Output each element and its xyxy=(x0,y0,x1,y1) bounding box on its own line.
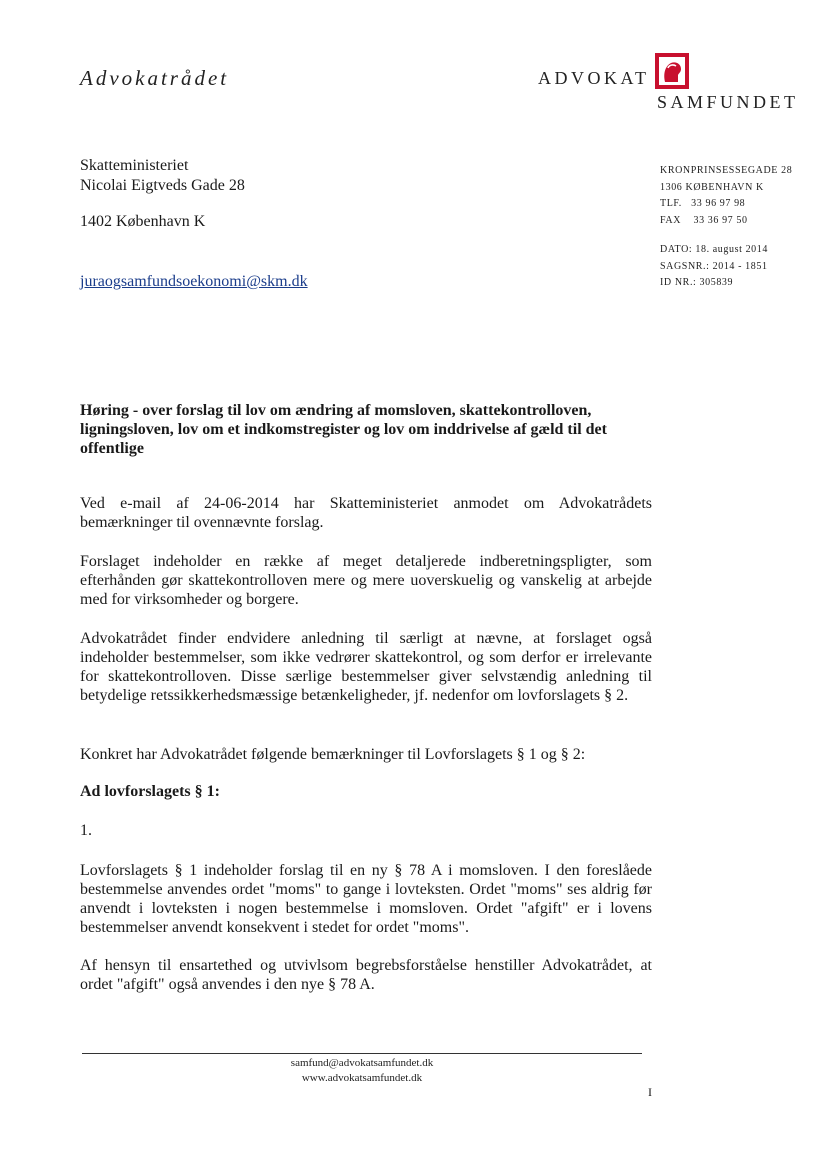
recipient-name: Skatteministeriet xyxy=(80,157,189,174)
paragraph-5: Lovforslagets § 1 indeholder forslag til en ny § 78 A i momsloven. I den foreslåede bestemmelse anvendes ordet "moms" to gange i lovteksten. Ordet "moms" ses aldrig før anvendt i lovteksten i nogen bestemmelse i momsloven. Ordet "afgift" er i lovens bestemmelser anvendt konsekvent i stedet for ordet "moms". xyxy=(80,862,652,936)
sender-address-city: 1306 KØBENHAVN K xyxy=(660,181,764,193)
section-heading-1: Ad lovforslagets § 1: xyxy=(80,783,220,800)
page-mark: I xyxy=(648,1085,652,1099)
id-number: ID NR.: 305839 xyxy=(660,277,734,288)
recipient-email-link[interactable]: juraogsamfundsoekonomi@skm.dk xyxy=(80,273,308,290)
paragraph-3: Advokatrådet finder endvidere anledning til særligt at nævne, at forslaget også indeholder bestemmelser, som ikke vedrører skattekontrol, og som derfor er irrelevante for skattekontrolloven. Disse særlige bestemmelser giver selvstændig anledning til betydelige retssikkerhedsmæssige betænkeligheder, jf. nedenfor om lovforslagets § 2. xyxy=(80,630,652,704)
paragraph-6: Af hensyn til ensartethed og utvivlsom begrebsforståelse henstiller Advokatrådet, at ordet "afgift" også anvendes i den nye § 78 A. xyxy=(80,957,652,993)
footer-email[interactable]: samfund@advokatsamfundet.dk xyxy=(290,1057,434,1069)
recipient-city: 1402 København K xyxy=(80,213,206,230)
advokatsamfundet-logo-icon xyxy=(654,52,690,90)
sender-address-street: KRONPRINSESSEGADE 28 xyxy=(660,165,793,176)
letter-date: DATO: 18. august 2014 xyxy=(660,244,768,255)
footer-divider xyxy=(82,1053,642,1054)
sender-info xyxy=(660,163,792,292)
sender-phone: TLF. 33 96 97 98 xyxy=(660,198,746,209)
paragraph-4: Konkret har Advokatrådet følgende bemærkninger til Lovforslagets § 1 og § 2: xyxy=(80,746,586,763)
paragraph-2: Forslaget indeholder en række af meget detaljerede indberetningspligter, som efterhånden gør skattekontrolloven mere og mere uoverskuelig og vanskelig at arbejde med for virksomheder og borgere. xyxy=(80,553,652,608)
recipient-street: Nicolai Eigtveds Gade 28 xyxy=(80,177,245,194)
org-name-script: Advokatrådet xyxy=(80,66,230,90)
list-item-number: 1. xyxy=(80,822,92,839)
paragraph-1: Ved e-mail af 24-06-2014 har Skatteministeriet anmodet om Advokatrådets bemærkninger til ovennævnte forslag. xyxy=(80,495,652,531)
recipient-address xyxy=(80,156,245,232)
logo-text-advokat: ADVOKAT xyxy=(538,68,650,88)
letter-subject: Høring - over forslag til lov om ændring af momsloven, skattekontrolloven, ligningsloven, lov om et indkomstregister og lov om inddrivelse af gæld til det offentlige xyxy=(80,402,607,457)
sender-fax: FAX 33 36 97 50 xyxy=(660,214,748,226)
footer-website[interactable]: www.advokatsamfundet.dk xyxy=(301,1072,423,1084)
case-number: SAGSNR.: 2014 - 1851 xyxy=(660,260,768,272)
logo-text-samfundet: SAMFUNDET xyxy=(657,92,799,112)
